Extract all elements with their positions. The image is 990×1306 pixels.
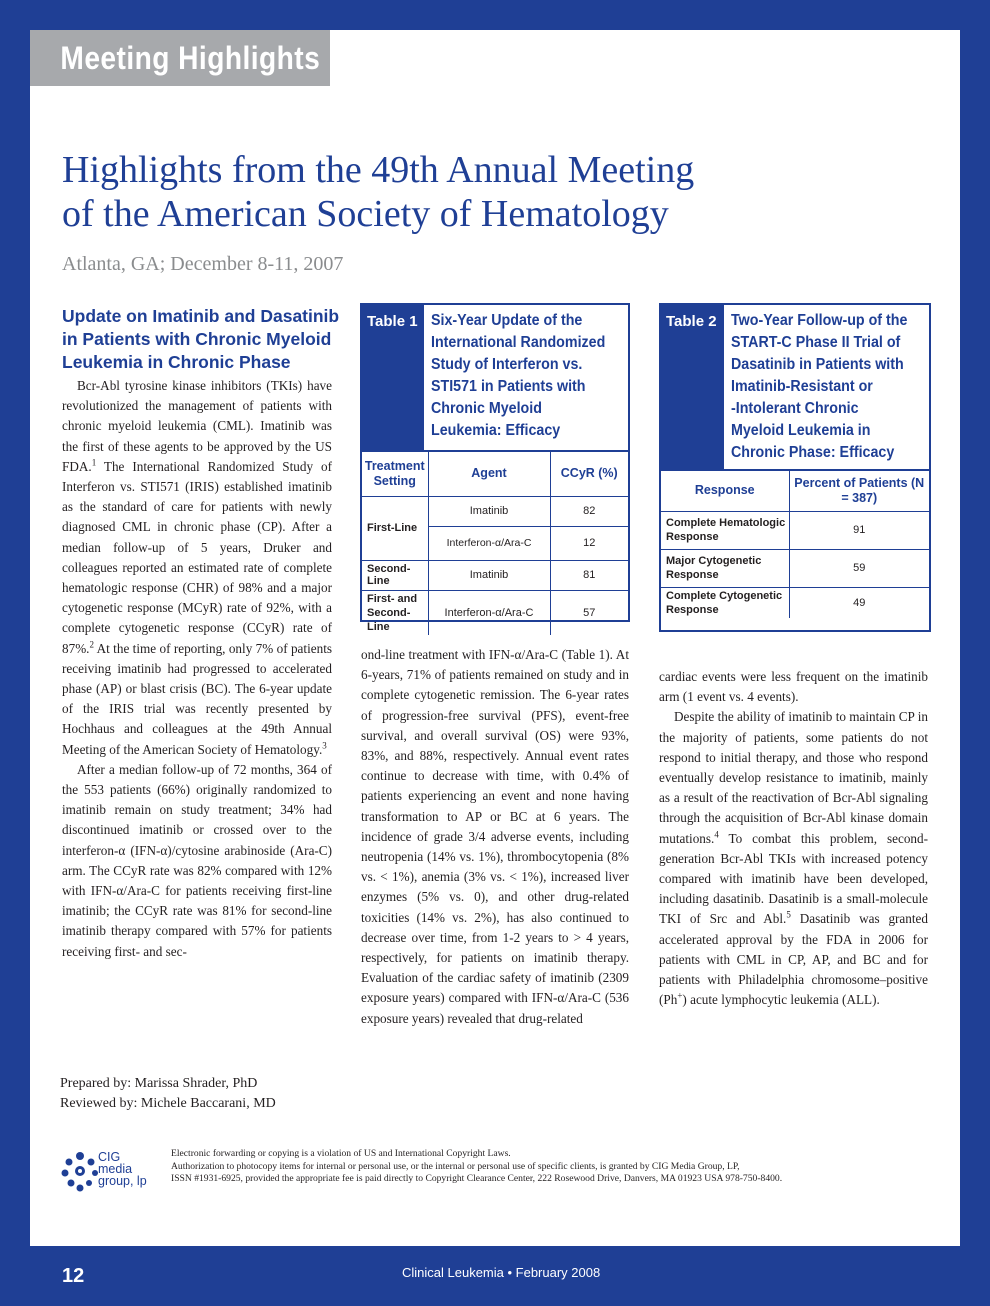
table-2-header <box>661 305 929 471</box>
table-2-label: Table 2 <box>661 305 724 469</box>
table-2-title <box>724 305 927 469</box>
percent-cell: 91 <box>789 511 929 549</box>
column-header: Treatment Setting <box>362 452 428 496</box>
column-header: CCyR (%) <box>550 452 628 496</box>
credits <box>60 1074 276 1114</box>
treatment-setting-cell: First- and Second-Line <box>362 590 428 635</box>
meeting-location-date: Atlanta, GA; December 8-11, 2007 <box>62 253 344 275</box>
reviewed-by: Reviewed by: Michele Baccarani, MD <box>60 1096 276 1111</box>
agent-cell: Interferon-α/Ara-C <box>428 526 550 560</box>
treatment-setting-cell: First-Line <box>362 496 428 560</box>
text-run: Despite the ability of imatinib to maintain CP in the majority of patients, some patients do not respond to initial therapy, and those who respond eventually develop resistance to imatinib, mainly as a result of the reactivation of Bcr-Abl signaling through the acquisition of Bcr-Abl kinase domain mutations. <box>659 709 928 846</box>
body-column-2 <box>361 645 629 1029</box>
agent-cell: Interferon-α/Ara-C <box>428 590 550 635</box>
logo-line: media <box>98 1162 133 1176</box>
top-border <box>0 0 990 30</box>
article-heading-line: in Patients with Chronic Myeloid <box>62 329 332 349</box>
table-1-header <box>362 305 628 452</box>
table-1-title <box>424 305 624 450</box>
copyright-notice <box>171 1148 782 1186</box>
table-2-grid <box>661 471 929 618</box>
cig-logo-icon <box>60 1150 100 1192</box>
treatment-setting-cell: Second-Line <box>362 560 428 590</box>
journal-issue: Clinical Leukemia • February 2008 <box>402 1265 601 1280</box>
column-header: Percent of Patients (N = 387) <box>789 471 929 511</box>
column-header: Response <box>661 471 789 511</box>
table-title-line: START-C Phase II Trial of <box>731 334 901 351</box>
table-title-line: International Randomized <box>431 334 606 351</box>
agent-cell: Imatinib <box>428 560 550 590</box>
paragraph: After a median follow-up of 72 months, 364 of the 553 patients (66%) originally randomized to imatinib remain on study treatment; 34% had discontinued imatinib or crossed over to the interferon-α (IFN-α)/cytosine arabinoside (Ara-C) arm. The CCyR rate was 82% compared with 12% with IFN-α/Ara-C for patients receiving first-line imatinib; the CCyR rate was 81% for second-line imatinib therapy compared with 57% for patients receiving first- and sec- <box>62 761 332 959</box>
left-border <box>0 0 30 1306</box>
paragraph <box>659 707 928 1010</box>
table-1 <box>360 303 630 633</box>
response-cell: Complete Cytogenetic Response <box>661 587 789 618</box>
citation-superscript: 3 <box>322 740 327 751</box>
page-title <box>62 148 762 236</box>
response-cell: Major Cytogenetic Response <box>661 549 789 587</box>
citation-superscript: 2 <box>89 639 94 650</box>
text-run: At the time of reporting, only 7% of patients receiving imatinib had progressed to accelerated phase (AP) or blast crisis (BC). The 6-year update of the IRIS trial was recently presented by Hochhaus and colleagues at the 49th Annual Meeting of the American Society of Hematology. <box>62 640 332 757</box>
logo-line: group, lp <box>98 1174 147 1188</box>
text-run: Dasatinib was granted accelerated approval by the FDA in 2006 for patients with CML in CP, AP, and BC and for patients with Philadelphia chromosome–positive (Ph <box>659 911 928 1008</box>
table-title-line: Dasatinib in Patients with <box>731 356 904 373</box>
table-title-line: -Intolerant Chronic <box>731 400 859 417</box>
article-heading-line: Leukemia in Chronic Phase <box>62 352 291 372</box>
ccyr-cell: 57 <box>550 590 628 635</box>
table-2 <box>659 303 931 632</box>
column-header: Agent <box>428 452 550 496</box>
logo-wordmark <box>98 1151 147 1187</box>
section-banner <box>30 30 330 86</box>
logo-line: CIG <box>98 1150 121 1164</box>
text-run: To combat this problem, second-generation Bcr-Abl TKIs with increased potency compared with imatinib have been developed, including dasatinib. Dasatinib is a small-molecule TKI of Src and Abl. <box>659 830 928 927</box>
table-1-label: Table 1 <box>362 305 424 450</box>
body-column-3 <box>659 667 928 1010</box>
paragraph: ond-line treatment with IFN-α/Ara-C (Table 1). At 6-years, 71% of patients remained on study and in complete cytogenetic remission. The 6-year rates of progression-free survival (PFS), event-free survival, and overall survival (OS) were 93%, 83%, and 88%, respectively. Annual event rates continue to decrease with time, with 0.4% of patients experiencing an event and none having transformation to AP or BC at 6 years. The incidence of grade 3/4 adverse events, including neutropenia (14% vs. 1%), thrombocytopenia (8% vs. < 1%), anemia (3% vs. < 1%), increased liver enzymes (5% vs. 0), and other drug-related toxicities (14% vs. 2%), has also continued to decrease over time, from 1-2 years to > 4 years, respectively, for patients on imatinib therapy. Evaluation of the cardiac safety of imatinib (2309 exposure years) compared with IFN-α/Ara-C (536 exposure years) revealed that drug-related <box>361 647 629 1026</box>
table-title-line: Two-Year Follow-up of the <box>731 312 908 329</box>
table-title-line: Study of Interferon vs. <box>431 356 583 373</box>
page-number: 12 <box>62 1265 85 1287</box>
legal-line: ISSN #1931-6925, provided the appropriate fee is paid directly to Copyright Clearance Center, 222 Rosewood Drive, Danvers, MA 01923 USA 978-750-8400. <box>171 1173 783 1185</box>
ccyr-cell: 82 <box>550 496 628 526</box>
body-column-1 <box>62 376 332 962</box>
page-title-line: of the American Society of Hematology <box>62 193 669 235</box>
text-run: ) acute lymphocytic leukemia (ALL). <box>682 992 880 1008</box>
prepared-by: Prepared by: Marissa Shrader, PhD <box>60 1076 258 1091</box>
agent-cell: Imatinib <box>428 496 550 526</box>
article-heading-line: Update on Imatinib and Dasatinib <box>62 306 340 326</box>
ccyr-cell: 12 <box>550 526 628 560</box>
table-title-line: Myeloid Leukemia in <box>731 422 871 439</box>
response-cell: Complete Hematologic Response <box>661 511 789 549</box>
section-banner-label: Meeting Highlights <box>60 39 320 76</box>
text-run: Bcr-Abl tyrosine kinase inhibitors (TKIs) have revolutionized the management of patients with chronic myeloid leukemia (CML). Imatinib was the first of these agents to be approved by the US FDA. <box>62 378 332 474</box>
table-title-line: STI571 in Patients with <box>431 378 586 395</box>
citation-superscript: 1 <box>91 457 97 468</box>
table-title-line: Chronic Phase: Efficacy <box>731 444 895 461</box>
legal-line: Authorization to photocopy items for internal or personal use, or the internal or personal use of specific clients, is granted by CIG Media Group, LP, <box>171 1160 740 1172</box>
legal-line: Electronic forwarding or copying is a violation of US and International Copyright Laws. <box>171 1148 511 1159</box>
citation-superscript: 4 <box>714 829 719 840</box>
citation-superscript: 5 <box>786 910 791 921</box>
table-title-line: Leukemia: Efficacy <box>431 422 561 439</box>
article-heading <box>62 305 340 374</box>
superscript-plus: + <box>677 990 683 1001</box>
ccyr-cell: 81 <box>550 560 628 590</box>
paragraph: cardiac events were less frequent on the imatinib arm (1 event vs. 4 events). <box>659 669 928 705</box>
table-title-line: Six-Year Update of the <box>431 312 583 329</box>
table-1-grid <box>362 452 628 635</box>
text-run: The International Randomized Study of Interferon vs. STI571 (IRIS) established imatinib as the standard of care for patients with newly diagnosed CML in chronic phase (CP). After a median follow-up of 5 years, Druker and colleagues reported an estimated rate of complete hematologic response (CHR) of 98% and a major cytogenetic response (MCyR) rate of 92%, with a complete cytogenetic response (CCyR) rate of 87%. <box>62 458 332 656</box>
table-title-line: Imatinib-Resistant or <box>731 378 873 395</box>
percent-cell: 49 <box>789 587 929 618</box>
page-title-line: Highlights from the 49th Annual Meeting <box>62 149 695 191</box>
percent-cell: 59 <box>789 549 929 587</box>
right-border <box>960 0 990 1306</box>
table-title-line: Chronic Myeloid <box>431 400 542 417</box>
paragraph <box>62 376 332 760</box>
